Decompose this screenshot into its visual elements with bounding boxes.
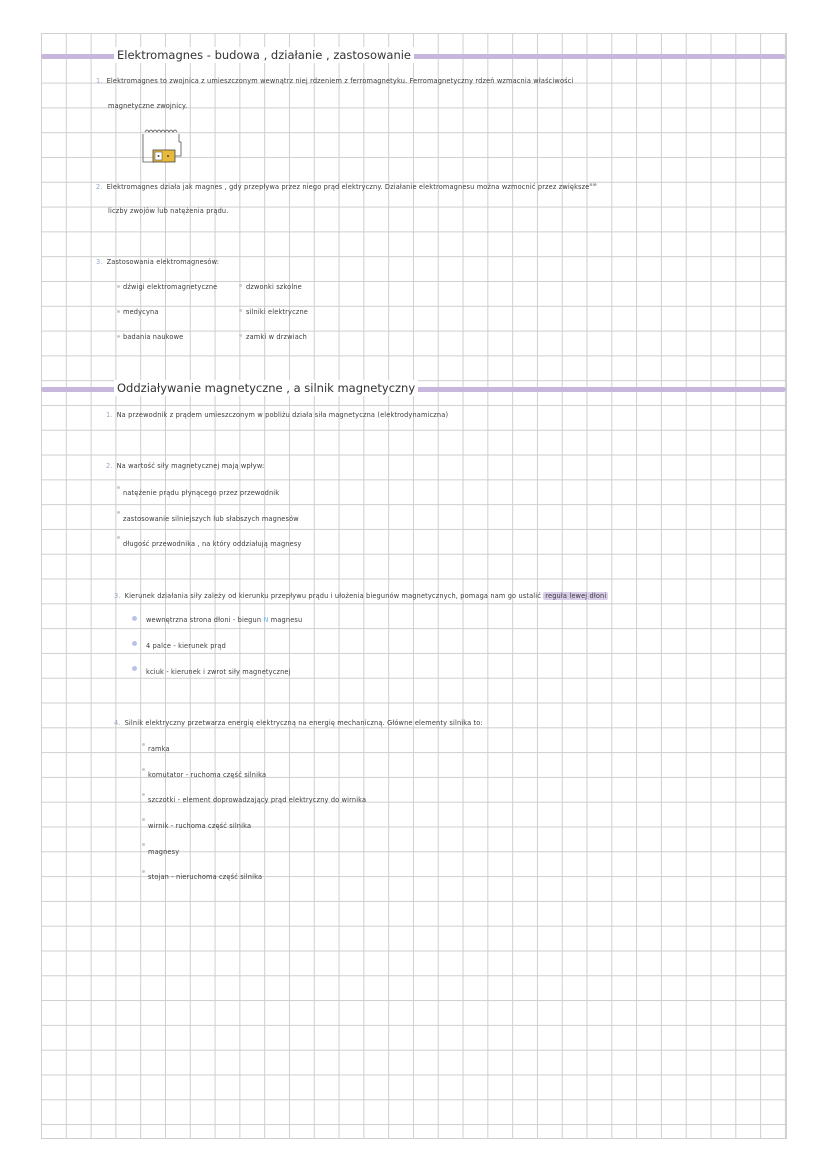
bullet-icon (142, 768, 145, 771)
list-item: długość przewodnika , na który oddziałują magnesy (123, 540, 302, 548)
bullet-icon (142, 793, 145, 796)
bullet-icon (239, 309, 242, 312)
bullet-icon (239, 284, 242, 287)
bullet-icon (117, 335, 120, 338)
list-item: stojan - nieruchoma część silnika (148, 873, 263, 881)
paragraph: 1. Na przewodnik z prądem umieszczonym w pobliżu działa siła magnetyczna (elektrodynamiczna) (106, 411, 449, 419)
list-item: zamki w drzwiach (246, 333, 307, 341)
bullet-icon (117, 285, 120, 288)
list-item: dzwonki szkolne (246, 283, 302, 291)
section-title: Elektromagnes - budowa , działanie , zastosowanie (114, 47, 414, 63)
list-item: magnesy (148, 848, 180, 856)
bullet-icon (132, 666, 137, 671)
list-item: silniki elektryczne (246, 308, 308, 316)
list-item: 4 palce - kierunek prąd (146, 642, 226, 650)
bullet-icon (117, 536, 120, 539)
list-item: ramka (148, 745, 170, 753)
bullet-icon (117, 310, 120, 313)
bullet-icon (142, 818, 145, 821)
bullet-icon (132, 616, 137, 621)
list-item: medycyna (123, 308, 159, 316)
paragraph: 3. Zastosowania elektromagnesów: (96, 258, 220, 266)
paragraph: 1. Elektromagnes to zwojnica z umieszczonym wewnątrz niej rdzeniem z ferromagnetyku. Ferromagnetyczny rdzeń wzmacnia właściwości (96, 77, 574, 85)
highlighted-term: reguła lewej dłoni (545, 592, 607, 600)
bullet-icon (132, 641, 137, 646)
list-item: wewnętrzna strona dłoni - biegun N magnesu (146, 616, 303, 624)
paragraph-continued: liczby zwojów lub natężenia prądu. (108, 207, 229, 215)
bullet-icon (117, 511, 120, 514)
bullet-icon (142, 743, 145, 746)
grid-paper (41, 33, 787, 1139)
bullet-icon (142, 870, 145, 873)
section-title: Oddziaływanie magnetyczne , a silnik magnetyczny (114, 380, 418, 396)
list-item: natężenie prądu płynącego przez przewodnik (123, 489, 280, 497)
list-item: badania naukowe (123, 333, 184, 341)
paragraph: 2. Na wartość siły magnetycznej mają wpływ: (106, 462, 265, 470)
list-item: dźwigi elektromagnetyczne (123, 283, 218, 291)
bullet-icon (239, 334, 242, 337)
list-item: kciuk - kierunek i zwrot siły magnetycznej (146, 668, 291, 676)
bullet-icon (142, 843, 145, 846)
electromagnet-drawing (139, 128, 189, 166)
paragraph: 2. Elektromagnes działa jak magnes , gdy przepływa przez niego prąd elektryczny. Działanie elektromagnesu można wzmocnić przez zwiększe$^{nie}$ (96, 183, 597, 192)
list-item: szczotki - element doprowadzający prąd elektryczny do wirnika (148, 796, 367, 804)
list-item: zastosowanie silniejszych lub słabszych magnesów (123, 515, 299, 523)
paragraph-continued: magnetyczne zwojnicy. (108, 102, 188, 110)
bullet-icon (117, 486, 120, 489)
paragraph: 4. Silnik elektryczny przetwarza energię elektryczną na energię mechaniczną. Główne elementy silnika to: (114, 719, 483, 727)
list-item: komutator - ruchoma część silnika (148, 771, 267, 779)
list-item: wirnik - ruchoma część silnika (148, 822, 252, 830)
paragraph: 3. Kierunek działania siły zależy od kierunku przepływu prądu i ułożenia biegunów magnetycznych, pomaga nam go ustalić reguła lewej dłoni (114, 592, 607, 600)
